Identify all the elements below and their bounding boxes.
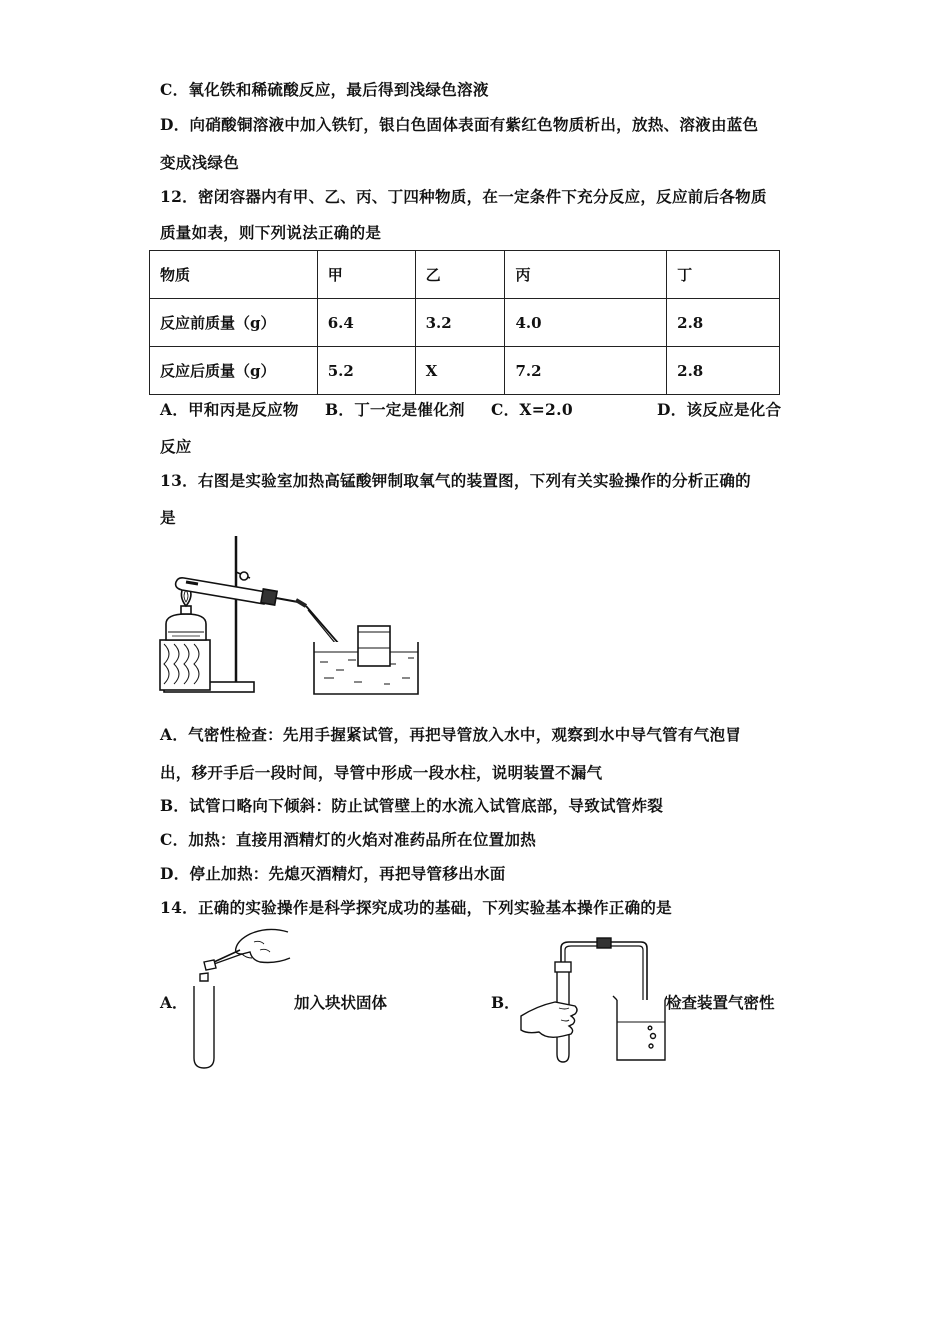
table-cell: 4.0 xyxy=(505,299,667,347)
table-cell: X xyxy=(415,347,505,395)
q12-mass-table xyxy=(149,250,780,395)
airtightness-check-figure xyxy=(517,936,667,1068)
table-cell: 2.8 xyxy=(667,299,780,347)
table-cell: 乙 xyxy=(415,251,505,299)
table-cell: 甲 xyxy=(317,251,415,299)
q13-option-d: D．停止加热：先熄灭酒精灯，再把导管移出水面 xyxy=(160,864,506,883)
q12-option-d: D．该反应是化合 xyxy=(657,400,782,419)
q13-option-a-line2: 出，移开手后一段时间，导管中形成一段水柱，说明装置不漏气 xyxy=(160,763,603,782)
table-cell: 6.4 xyxy=(317,299,415,347)
q12-stem-line1: 12．密闭容器内有甲、乙、丙、丁四种物质，在一定条件下充分反应，反应前后各物质 xyxy=(160,187,767,206)
q11-option-d-line2: 变成浅绿色 xyxy=(160,153,240,172)
oxygen-apparatus-figure xyxy=(158,532,420,700)
q14-stem: 14．正确的实验操作是科学探究成功的基础，下列实验基本操作正确的是 xyxy=(160,898,672,917)
q13-option-c: C．加热：直接用酒精灯的火焰对准药品所在位置加热 xyxy=(160,830,537,849)
table-cell: 3.2 xyxy=(415,299,505,347)
q14-option-a-letter: A． xyxy=(160,993,188,1012)
table-header-row xyxy=(150,251,780,299)
q12-option-a: A．甲和丙是反应物 xyxy=(160,400,299,419)
q12-stem-line2: 质量如表，则下列说法正确的是 xyxy=(160,223,382,242)
q14-option-b-caption: 检查装置气密性 xyxy=(666,993,775,1012)
q12-option-b: B．丁一定是催化剂 xyxy=(325,400,465,419)
table-cell: 物质 xyxy=(150,251,318,299)
q13-option-a-line1: A．气密性检查：先用手握紧试管，再把导管放入水中，观察到水中导气管有气泡冒 xyxy=(160,725,742,744)
table-cell: 2.8 xyxy=(667,347,780,395)
table-cell: 丙 xyxy=(505,251,667,299)
table-cell: 5.2 xyxy=(317,347,415,395)
table-cell: 反应前质量（g） xyxy=(150,299,318,347)
table-cell: 反应后质量（g） xyxy=(150,347,318,395)
q13-stem-line2: 是 xyxy=(160,508,176,527)
table-row xyxy=(150,347,780,395)
table-row xyxy=(150,299,780,347)
q11-option-d-line1: D．向硝酸铜溶液中加入铁钉，银白色固体表面有紫红色物质析出，放热、溶液由蓝色 xyxy=(160,115,759,134)
q12-option-c: C．X=2.0 xyxy=(491,400,573,419)
q14-option-a-caption: 加入块状固体 xyxy=(294,993,388,1012)
q11-option-c: C．氧化铁和稀硫酸反应，最后得到浅绿色溶液 xyxy=(160,80,489,99)
add-solid-to-test-tube-figure xyxy=(180,924,298,1072)
q13-option-b: B．试管口略向下倾斜：防止试管壁上的水流入试管底部，导致试管炸裂 xyxy=(160,796,664,815)
q13-stem-line1: 13．右图是实验室加热高锰酸钾制取氧气的装置图，下列有关实验操作的分析正确的 xyxy=(160,471,751,490)
q12-option-d-cont: 反应 xyxy=(160,437,192,456)
table-cell: 丁 xyxy=(667,251,780,299)
q14-option-b-letter: B． xyxy=(491,993,520,1012)
table-cell: 7.2 xyxy=(505,347,667,395)
